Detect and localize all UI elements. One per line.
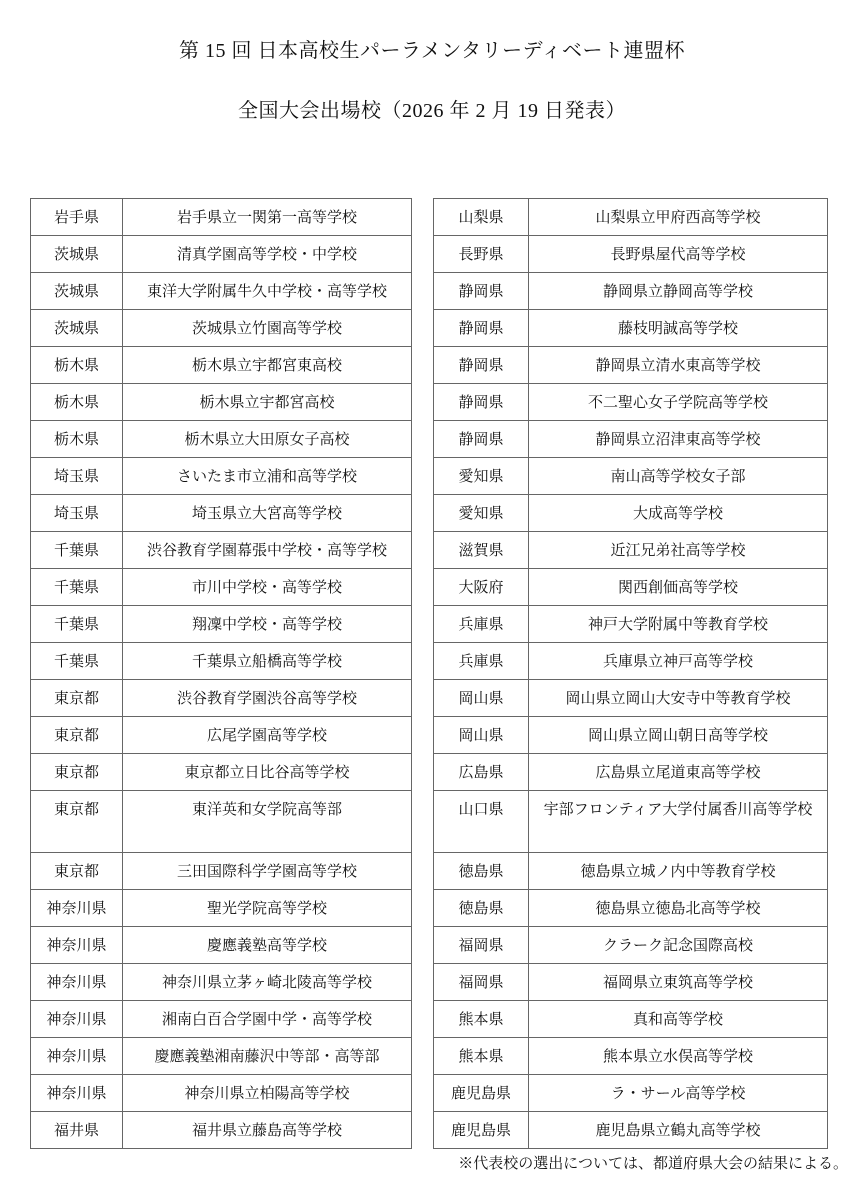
prefecture-cell: 栃木県 [31, 347, 123, 384]
table-row [434, 1001, 828, 1038]
school-name-cell: 東洋大学附属牛久中学校・高等学校 [123, 273, 412, 310]
school-name-cell: 千葉県立船橋高等学校 [123, 643, 412, 680]
school-name-cell: 鹿児島県立鶴丸高等学校 [529, 1112, 828, 1149]
school-name-cell: 徳島県立城ノ内中等教育学校 [529, 853, 828, 890]
prefecture-cell: 栃木県 [31, 384, 123, 421]
school-name-cell: 渋谷教育学園幕張中学校・高等学校 [123, 532, 412, 569]
school-name-cell: 広尾学園高等学校 [123, 717, 412, 754]
table-row [434, 236, 828, 273]
school-name-cell: 山梨県立甲府西高等学校 [529, 199, 828, 236]
school-name-cell: 静岡県立沼津東高等学校 [529, 421, 828, 458]
school-name-cell: 藤枝明誠高等学校 [529, 310, 828, 347]
table-row [434, 495, 828, 532]
school-name-cell: 福井県立藤島高等学校 [123, 1112, 412, 1149]
school-name-cell: 神奈川県立柏陽高等学校 [123, 1075, 412, 1112]
table-row [31, 273, 412, 310]
school-name-cell: 埼玉県立大宮高等学校 [123, 495, 412, 532]
table-row [31, 236, 412, 273]
prefecture-cell: 千葉県 [31, 606, 123, 643]
table-row [434, 643, 828, 680]
school-name-cell: 栃木県立宇都宮高校 [123, 384, 412, 421]
school-name-cell: 神戸大学附属中等教育学校 [529, 606, 828, 643]
table-row [31, 1001, 412, 1038]
school-name-cell: さいたま市立浦和高等学校 [123, 458, 412, 495]
prefecture-cell: 広島県 [434, 754, 529, 791]
table-row [31, 495, 412, 532]
prefecture-cell: 静岡県 [434, 421, 529, 458]
table-row [434, 890, 828, 927]
table-row [434, 717, 828, 754]
table-row [434, 927, 828, 964]
table-row [31, 791, 412, 853]
table-row [31, 680, 412, 717]
table-row [31, 606, 412, 643]
prefecture-cell: 愛知県 [434, 458, 529, 495]
table-row [434, 310, 828, 347]
school-name-cell: 大成高等学校 [529, 495, 828, 532]
table-row [31, 347, 412, 384]
table-row [31, 199, 412, 236]
school-name-cell: 清真学園高等学校・中学校 [123, 236, 412, 273]
prefecture-cell: 福岡県 [434, 927, 529, 964]
school-name-cell: 慶應義塾湘南藤沢中等部・高等部 [123, 1038, 412, 1075]
table-row [434, 199, 828, 236]
school-name-cell: 宇部フロンティア大学付属香川高等学校 [529, 791, 828, 853]
school-name-cell: ラ・サール高等学校 [529, 1075, 828, 1112]
school-name-cell: 兵庫県立神戸高等学校 [529, 643, 828, 680]
prefecture-cell: 栃木県 [31, 421, 123, 458]
prefecture-cell: 滋賀県 [434, 532, 529, 569]
school-name-cell: 栃木県立大田原女子高校 [123, 421, 412, 458]
table-row [31, 532, 412, 569]
document-subtitle: 全国大会出場校（2026 年 2 月 19 日発表） [238, 100, 626, 122]
prefecture-cell: 徳島県 [434, 853, 529, 890]
left-school-table [30, 198, 412, 1149]
table-row [434, 964, 828, 1001]
table-row [31, 1038, 412, 1075]
table-row [434, 273, 828, 310]
prefecture-cell: 東京都 [31, 717, 123, 754]
school-name-cell: 真和高等学校 [529, 1001, 828, 1038]
school-name-cell: 岡山県立岡山大安寺中等教育学校 [529, 680, 828, 717]
table-row [31, 384, 412, 421]
prefecture-cell: 東京都 [31, 791, 123, 853]
prefecture-cell: 徳島県 [434, 890, 529, 927]
table-row [434, 853, 828, 890]
prefecture-cell: 埼玉県 [31, 458, 123, 495]
prefecture-cell: 熊本県 [434, 1038, 529, 1075]
prefecture-cell: 山口県 [434, 791, 529, 853]
table-row [434, 1038, 828, 1075]
table-row [31, 1112, 412, 1149]
table-row [434, 532, 828, 569]
right-school-table [433, 198, 828, 1149]
school-name-cell: 関西創価高等学校 [529, 569, 828, 606]
school-name-cell: 慶應義塾高等学校 [123, 927, 412, 964]
table-row [31, 310, 412, 347]
table-row [434, 458, 828, 495]
table-row [434, 421, 828, 458]
school-name-cell: 静岡県立静岡高等学校 [529, 273, 828, 310]
prefecture-cell: 埼玉県 [31, 495, 123, 532]
table-row [31, 927, 412, 964]
table-row [434, 680, 828, 717]
table-row [31, 964, 412, 1001]
school-name-cell: 市川中学校・高等学校 [123, 569, 412, 606]
school-name-cell: 近江兄弟社高等学校 [529, 532, 828, 569]
prefecture-cell: 神奈川県 [31, 927, 123, 964]
prefecture-cell: 茨城県 [31, 310, 123, 347]
prefecture-cell: 神奈川県 [31, 1038, 123, 1075]
prefecture-cell: 鹿児島県 [434, 1112, 529, 1149]
table-row [31, 1075, 412, 1112]
table-row [31, 643, 412, 680]
prefecture-cell: 東京都 [31, 680, 123, 717]
table-row [434, 1112, 828, 1149]
table-row [434, 791, 828, 853]
prefecture-cell: 東京都 [31, 853, 123, 890]
school-name-cell: 福岡県立東筑高等学校 [529, 964, 828, 1001]
prefecture-cell: 岩手県 [31, 199, 123, 236]
school-name-cell: 静岡県立清水東高等学校 [529, 347, 828, 384]
table-row [434, 754, 828, 791]
school-name-cell: 南山高等学校女子部 [529, 458, 828, 495]
prefecture-cell: 福岡県 [434, 964, 529, 1001]
table-row [31, 458, 412, 495]
table-row [31, 717, 412, 754]
prefecture-cell: 岡山県 [434, 680, 529, 717]
school-name-cell: 熊本県立水俣高等学校 [529, 1038, 828, 1075]
school-name-cell: 栃木県立宇都宮東高校 [123, 347, 412, 384]
prefecture-cell: 兵庫県 [434, 606, 529, 643]
school-name-cell: 翔凜中学校・高等学校 [123, 606, 412, 643]
prefecture-cell: 千葉県 [31, 569, 123, 606]
table-row [434, 384, 828, 421]
prefecture-cell: 静岡県 [434, 384, 529, 421]
school-name-cell: 東京都立日比谷高等学校 [123, 754, 412, 791]
school-name-cell: 不二聖心女子学院高等学校 [529, 384, 828, 421]
prefecture-cell: 福井県 [31, 1112, 123, 1149]
table-row [31, 853, 412, 890]
prefecture-cell: 神奈川県 [31, 1001, 123, 1038]
prefecture-cell: 岡山県 [434, 717, 529, 754]
table-row [434, 606, 828, 643]
school-name-cell: 茨城県立竹園高等学校 [123, 310, 412, 347]
table-row [434, 569, 828, 606]
school-name-cell: 聖光学院高等学校 [123, 890, 412, 927]
school-name-cell: 神奈川県立茅ヶ崎北陵高等学校 [123, 964, 412, 1001]
prefecture-cell: 長野県 [434, 236, 529, 273]
footnote: ※代表校の選出については、都道府県大会の結果による。 [458, 1156, 848, 1172]
prefecture-cell: 山梨県 [434, 199, 529, 236]
school-name-cell: 岡山県立岡山朝日高等学校 [529, 717, 828, 754]
prefecture-cell: 愛知県 [434, 495, 529, 532]
school-name-cell: 岩手県立一関第一高等学校 [123, 199, 412, 236]
school-name-cell: 長野県屋代高等学校 [529, 236, 828, 273]
prefecture-cell: 静岡県 [434, 310, 529, 347]
school-name-cell: クラーク記念国際高校 [529, 927, 828, 964]
table-row [434, 1075, 828, 1112]
prefecture-cell: 鹿児島県 [434, 1075, 529, 1112]
prefecture-cell: 茨城県 [31, 273, 123, 310]
prefecture-cell: 神奈川県 [31, 964, 123, 1001]
prefecture-cell: 東京都 [31, 754, 123, 791]
school-name-cell: 徳島県立徳島北高等学校 [529, 890, 828, 927]
table-row [31, 754, 412, 791]
table-row [434, 347, 828, 384]
prefecture-cell: 静岡県 [434, 273, 529, 310]
school-name-cell: 渋谷教育学園渋谷高等学校 [123, 680, 412, 717]
table-row [31, 569, 412, 606]
prefecture-cell: 熊本県 [434, 1001, 529, 1038]
table-row [31, 890, 412, 927]
document-title: 第 15 回 日本高校生パーラメンタリーディベート連盟杯 [179, 40, 685, 62]
school-name-cell: 三田国際科学学園高等学校 [123, 853, 412, 890]
school-name-cell: 東洋英和女学院高等部 [123, 791, 412, 853]
prefecture-cell: 兵庫県 [434, 643, 529, 680]
prefecture-cell: 静岡県 [434, 347, 529, 384]
prefecture-cell: 神奈川県 [31, 1075, 123, 1112]
school-name-cell: 広島県立尾道東高等学校 [529, 754, 828, 791]
prefecture-cell: 大阪府 [434, 569, 529, 606]
school-name-cell: 湘南白百合学園中学・高等学校 [123, 1001, 412, 1038]
prefecture-cell: 茨城県 [31, 236, 123, 273]
prefecture-cell: 神奈川県 [31, 890, 123, 927]
prefecture-cell: 千葉県 [31, 532, 123, 569]
prefecture-cell: 千葉県 [31, 643, 123, 680]
table-row [31, 421, 412, 458]
